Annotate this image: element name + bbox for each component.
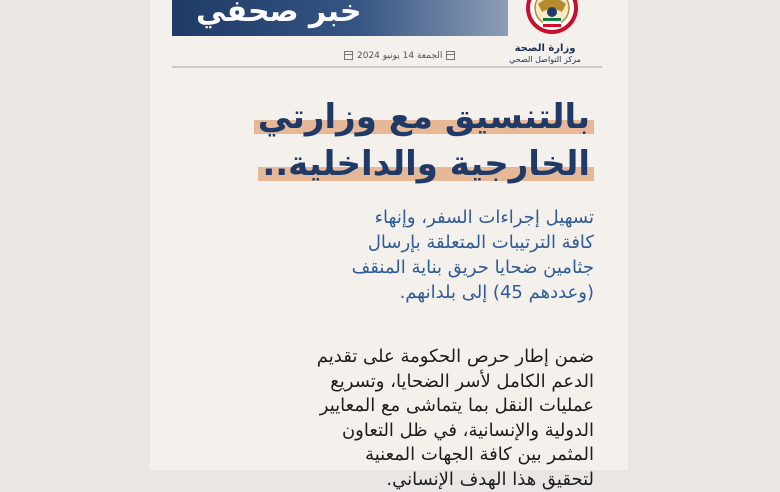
headline: [154, 94, 594, 188]
press-release-page: [150, 0, 628, 470]
ministry-block: [495, 43, 595, 64]
subheadline-line: كافة الترتيبات المتعلقة بإرسال: [174, 230, 594, 255]
body-line: ضمن إطار حرص الحكومة على تقديم: [174, 345, 594, 370]
header-divider: [172, 66, 602, 68]
body-line: عمليات النقل بما يتماشى مع المعايير: [174, 394, 594, 419]
body-paragraph: [174, 345, 594, 492]
banner-title: خبر صحفي: [196, 0, 362, 29]
subheadline-line: (وعددهم 45) إلى بلدانهم.: [174, 280, 594, 305]
ministry-name: وزارة الصحة: [495, 43, 595, 54]
body-line: الدعم الكامل لأسر الضحايا، وتسريع: [174, 370, 594, 395]
kuwait-emblem-icon: [517, 0, 587, 40]
press-release-banner: [172, 0, 508, 36]
subheadline-line: تسهيل إجراءات السفر، وإنهاء: [174, 205, 594, 230]
body-line: الدولية والإنسانية، في ظل التعاون: [174, 419, 594, 444]
body-line: المثمر بين كافة الجهات المعنية: [174, 443, 594, 468]
ministry-center: مركز التواصل الصحي: [495, 55, 595, 64]
calendar-icon: [446, 51, 455, 60]
subheadline: [174, 205, 594, 305]
publish-date: الجمعة 14 يونيو 2024: [357, 51, 442, 61]
subheadline-line: جثامين ضحايا حريق بناية المنقف: [174, 255, 594, 280]
calendar-icon: [344, 51, 353, 60]
date-row: [340, 51, 459, 61]
headline-line: الخارجية والداخلية..: [258, 144, 594, 184]
headline-line: بالتنسيق مع وزارتي: [254, 97, 594, 137]
body-line: لتحقيق هذا الهدف الإنساني.: [174, 468, 594, 492]
